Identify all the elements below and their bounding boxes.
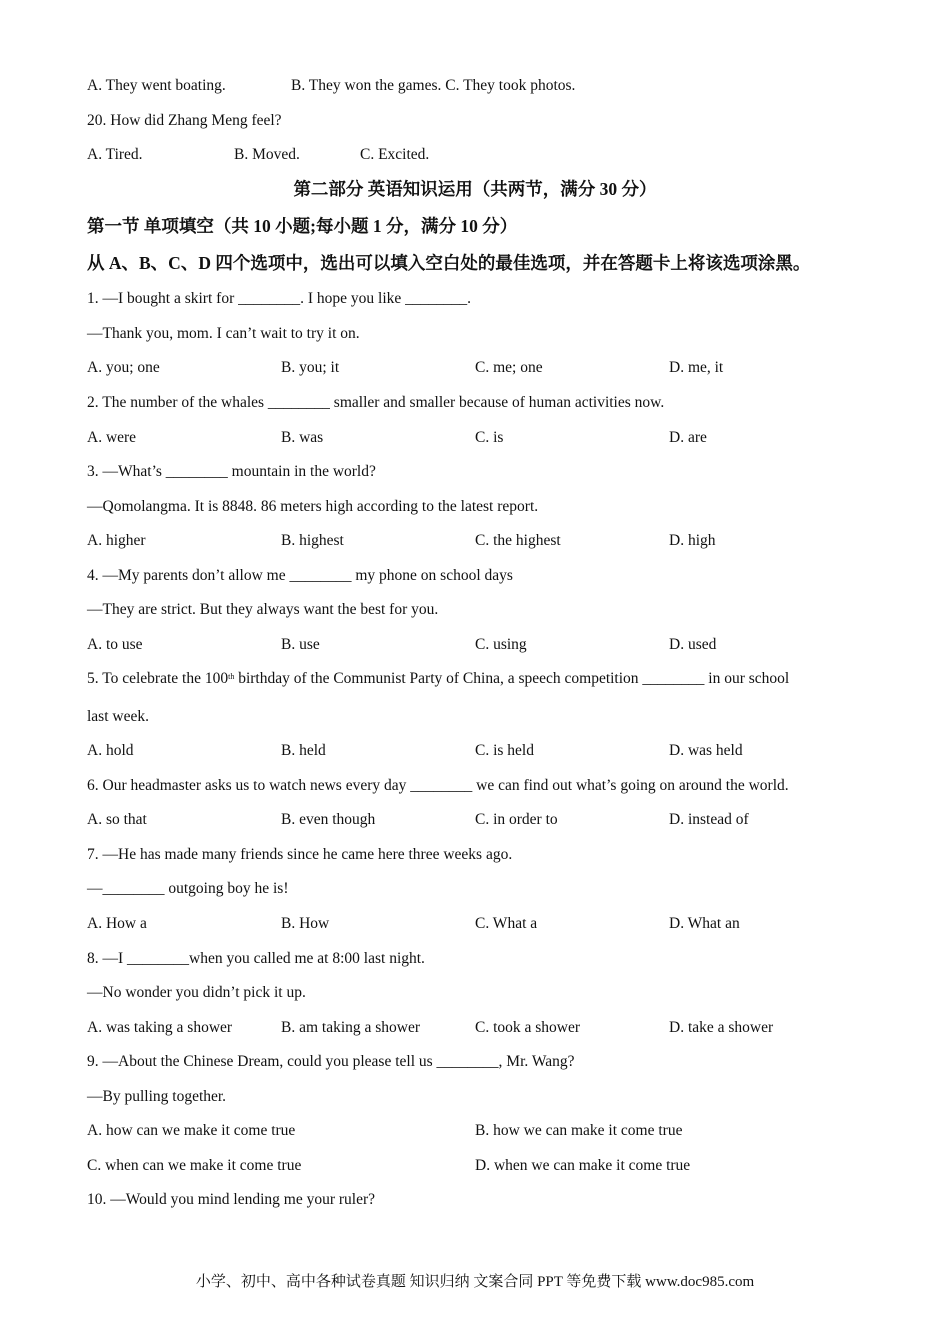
q20-option-b: B. Moved. [234,146,300,163]
q10-stem: 10. —Would you mind lending me your ruler? [87,1191,376,1208]
q7-option-c: C. What a [475,915,538,932]
q8-option-d: D. take a shower [669,1019,774,1036]
q4-option-b: B. use [281,636,320,653]
q20-option-c: C. Excited. [360,146,430,163]
q1-option-b: B. you; it [281,359,340,376]
q6-option-c: C. in order to [475,811,558,828]
q9-option-a: A. how can we make it come true [87,1122,296,1139]
q6-option-a: A. so that [87,811,147,828]
q9-option-c: C. when can we make it come true [87,1157,302,1174]
q9-option-d: D. when we can make it come true [475,1157,691,1174]
q20-option-a: A. Tired. [87,146,143,163]
q8-option-c: C. took a shower [475,1019,581,1036]
q8-option-a: A. was taking a shower [87,1019,233,1036]
q3-option-a: A. higher [87,532,146,549]
q9-reply: —By pulling together. [87,1088,227,1105]
q1-stem: 1. —I bought a skirt for ________. I hope you like ________. [87,290,472,307]
q2-stem: 2. The number of the whales ________ smaller and smaller because of human activities now. [87,394,665,411]
q19-option-bc: B. They won the games. C. They took photos. [291,77,576,94]
q5-stem-continued: last week. [87,708,149,725]
instruction: 从 A、B、C、D 四个选项中，选出可以填入空白处的最佳选项，并在答题卡上将该选项涂黑。 [87,253,811,273]
q5-stem-end: birthday of the Communist Party of China, a speech competition ________ in our school [234,670,790,687]
q1-option-a: A. you; one [87,359,160,376]
q5-option-d: D. was held [669,742,743,759]
q4-option-a: A. to use [87,636,143,653]
q5-stem [87,669,789,689]
q5-option-b: B. held [281,742,326,759]
q3-stem: 3. —What’s ________ mountain in the world? [87,463,376,480]
q1-reply: —Thank you, mom. I can’t wait to try it on. [87,325,360,342]
q7-option-d: D. What an [669,915,740,932]
q9-stem: 9. —About the Chinese Dream, could you please tell us ________, Mr. Wang? [87,1053,575,1070]
part2-title: 第二部分 英语知识运用（共两节，满分 30 分） [293,179,657,199]
q7-option-a: A. How a [87,915,147,932]
q20-stem: 20. How did Zhang Meng feel? [87,112,282,129]
q5-ordinal-suffix: th [228,672,235,681]
q5-option-c: C. is held [475,742,534,759]
q3-option-b: B. highest [281,532,344,549]
q1-option-c: C. me; one [475,359,543,376]
q2-option-c: C. is [475,429,504,446]
q2-option-d: D. are [669,429,707,446]
q9-option-b: B. how we can make it come true [475,1122,683,1139]
q6-option-d: D. instead of [669,811,749,828]
q6-option-b: B. even though [281,811,376,828]
q3-option-c: C. the highest [475,532,561,549]
q4-stem: 4. —My parents don’t allow me ________ my phone on school days [87,567,513,584]
q19-option-a: A. They went boating. [87,77,226,94]
q6-stem: 6. Our headmaster asks us to watch news every day ________ we can find out what’s going on around the world. [87,777,789,794]
page-footer: 小学、初中、高中各种试卷真题 知识归纳 文案合同 PPT 等免费下载 www.doc985.com [195,1274,755,1290]
q8-option-b: B. am taking a shower [281,1019,421,1036]
q1-option-d: D. me, it [669,359,724,376]
q4-option-c: C. using [475,636,527,653]
q2-option-a: A. were [87,429,137,446]
q4-reply: —They are strict. But they always want the best for you. [87,601,439,618]
q2-option-b: B. was [281,429,324,446]
q5-stem-start: 5. To celebrate the 100 [87,670,229,687]
q3-reply: —Qomolangma. It is 8848. 86 meters high according to the latest report. [87,498,539,515]
q4-option-d: D. used [669,636,717,653]
q8-reply: —No wonder you didn’t pick it up. [87,984,306,1001]
q7-option-b: B. How [281,915,330,932]
section1-title: 第一节 单项填空（共 10 小题;每小题 1 分，满分 10 分） [87,216,518,236]
q3-option-d: D. high [669,532,716,549]
q8-stem: 8. —I ________when you called me at 8:00 last night. [87,950,425,967]
q7-reply: —________ outgoing boy he is! [87,880,289,897]
q5-option-a: A. hold [87,742,134,759]
q7-stem: 7. —He has made many friends since he came here three weeks ago. [87,846,513,863]
